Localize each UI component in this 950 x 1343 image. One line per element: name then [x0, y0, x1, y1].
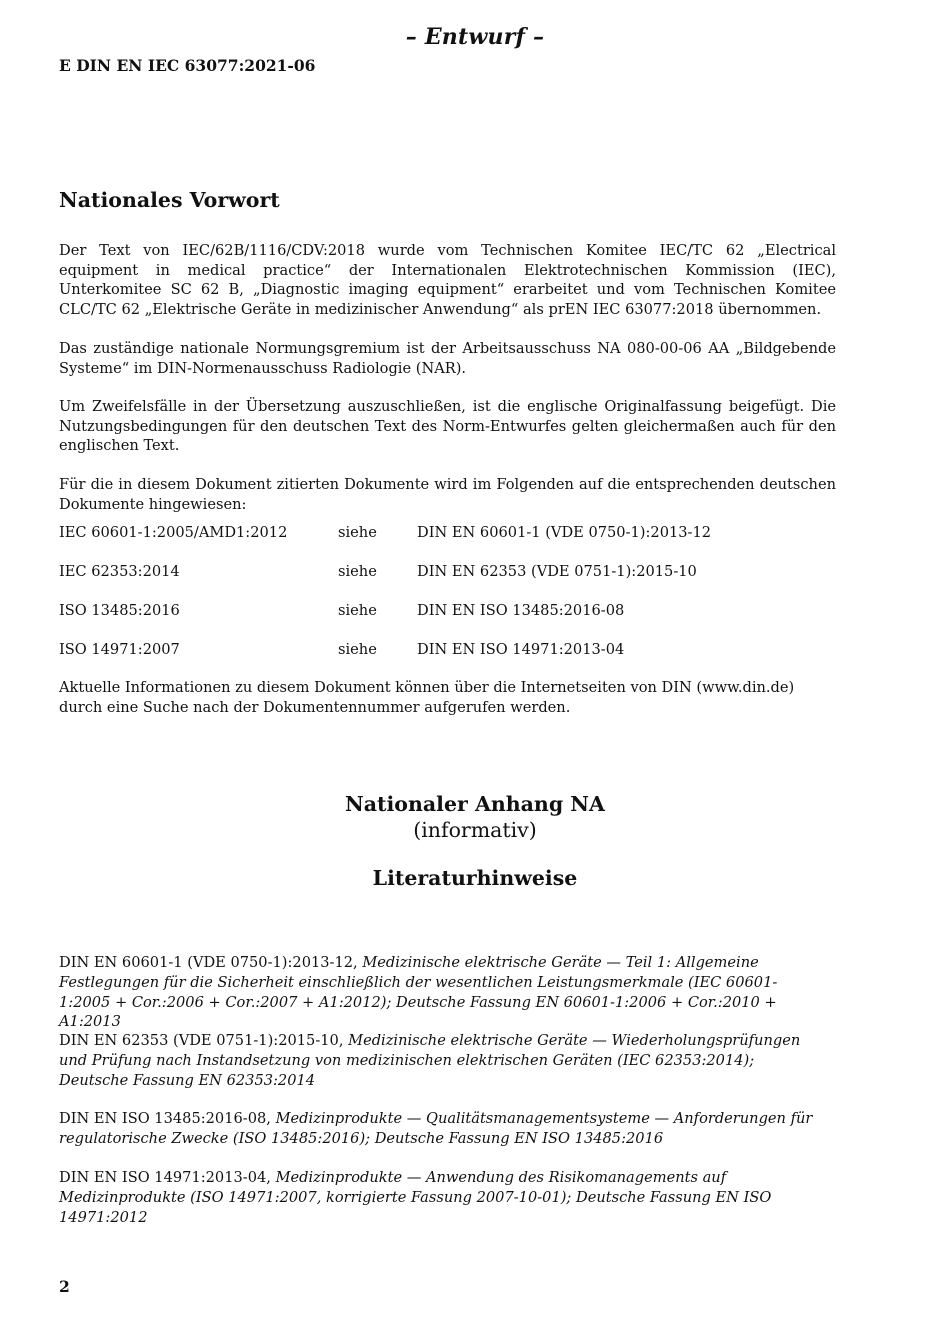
- reference-target: DIN EN ISO 14971:2013-04: [417, 641, 625, 658]
- reference-see: siehe: [338, 524, 377, 541]
- literature-title: Medizinprodukte — Anwendung des Risikomanagements auf Medizinprodukte (ISO 14971:2007, korrigierte Fassung 2007-10-01); Deutsche Fassung EN ISO 14971:2012: [59, 1169, 772, 1226]
- literature-id: DIN EN 60601-1 (VDE 0750-1):2013-12,: [59, 954, 358, 971]
- literature-entry: [59, 1031, 819, 1090]
- reference-row: [59, 523, 836, 543]
- annex-subtitle: (informativ): [413, 818, 537, 842]
- reference-see: siehe: [338, 602, 377, 619]
- foreword-paragraph: Um Zweifelsfälle in der Übersetzung auszuschließen, ist die englische Originalfassung beigefügt. Die Nutzungsbedingungen für den deutschen Text des Norm-Entwurfes gelten gleichermaßen auch für den englischen Text.: [59, 398, 836, 455]
- annex-title: Nationaler Anhang NA: [345, 792, 605, 816]
- literature-title: Medizinprodukte — Qualitätsmanagementsysteme — Anforderungen für regulatorische Zwecke (ISO 13485:2016); Deutsche Fassung EN ISO 13485:2016: [59, 1110, 813, 1147]
- reference-target: DIN EN 60601-1 (VDE 0750-1):2013-12: [417, 524, 712, 541]
- reference-row: [59, 562, 836, 582]
- literature-id: DIN EN ISO 13485:2016-08,: [59, 1110, 271, 1127]
- reference-see: siehe: [338, 563, 377, 580]
- foreword-paragraph: Das zuständige nationale Normungsgremium ist der Arbeitsausschuss NA 080-00-06 AA „Bildgebende Systeme“ im DIN-Normenausschuss Radiologie (NAR).: [59, 340, 836, 377]
- annex-heading: Literaturhinweise: [372, 866, 578, 890]
- reference-see: siehe: [338, 641, 377, 658]
- reference-target: DIN EN 62353 (VDE 0751-1):2015-10: [417, 563, 697, 580]
- literature-title: Medizinische elektrische Geräte — Teil 1: Allgemeine Festlegungen für die Sicherheit einschließlich der wesentlichen Leistungsmerkmale (IEC 60601-1:2005 + Cor.:2006 + Cor.:2007 + A1:2012); Deutsche Fassung EN 60601-1:2006 + Cor.:2010 + A1:2013: [59, 954, 778, 1031]
- draft-label: – Entwurf –: [405, 24, 545, 50]
- foreword-closing: Aktuelle Informationen zu diesem Dokument können über die Internetseiten von DIN (www.din.de) durch eine Suche nach der Dokumentennummer aufgerufen werden.: [59, 679, 795, 716]
- page-number: 2: [59, 1277, 70, 1296]
- literature-entry: [59, 1168, 819, 1227]
- literature-id: DIN EN 62353 (VDE 0751-1):2015-10,: [59, 1032, 344, 1049]
- foreword-paragraph: Der Text von IEC/62B/1116/CDV:2018 wurde vom Technischen Komitee IEC/TC 62 „Electrical equipment in medical practice“ der Internationalen Elektrotechnischen Kommission (IEC), Unterkomitee SC 62 B, „Diagnostic imaging equipment“ erarbeitet und vom Technischen Komitee CLC/TC 62 „Elektrische Geräte in medizinischer Anwendung“ als prEN IEC 63077:2018 übernommen.: [59, 242, 836, 318]
- document-id: E DIN EN IEC 63077:2021-06: [59, 56, 316, 75]
- literature-entry: [59, 1109, 819, 1149]
- foreword-paragraph: Für die in diesem Dokument zitierten Dokumente wird im Folgenden auf die entsprechenden deutschen Dokumente hingewiesen:: [59, 476, 836, 513]
- reference-source: IEC 62353:2014: [59, 563, 180, 580]
- reference-target: DIN EN ISO 13485:2016-08: [417, 602, 625, 619]
- reference-source: IEC 60601-1:2005/AMD1:2012: [59, 524, 288, 541]
- reference-row: [59, 601, 836, 621]
- reference-row: [59, 640, 836, 660]
- literature-title: Medizinische elektrische Geräte — Wiederholungsprüfungen und Prüfung nach Instandsetzung von medizinischen elektrischen Geräten (IEC 62353:2014); Deutsche Fassung EN 62353:2014: [59, 1032, 801, 1089]
- literature-id: DIN EN ISO 14971:2013-04,: [59, 1169, 271, 1186]
- reference-source: ISO 13485:2016: [59, 602, 180, 619]
- foreword-title: Nationales Vorwort: [59, 188, 280, 212]
- reference-source: ISO 14971:2007: [59, 641, 180, 658]
- literature-entry: [59, 953, 819, 1032]
